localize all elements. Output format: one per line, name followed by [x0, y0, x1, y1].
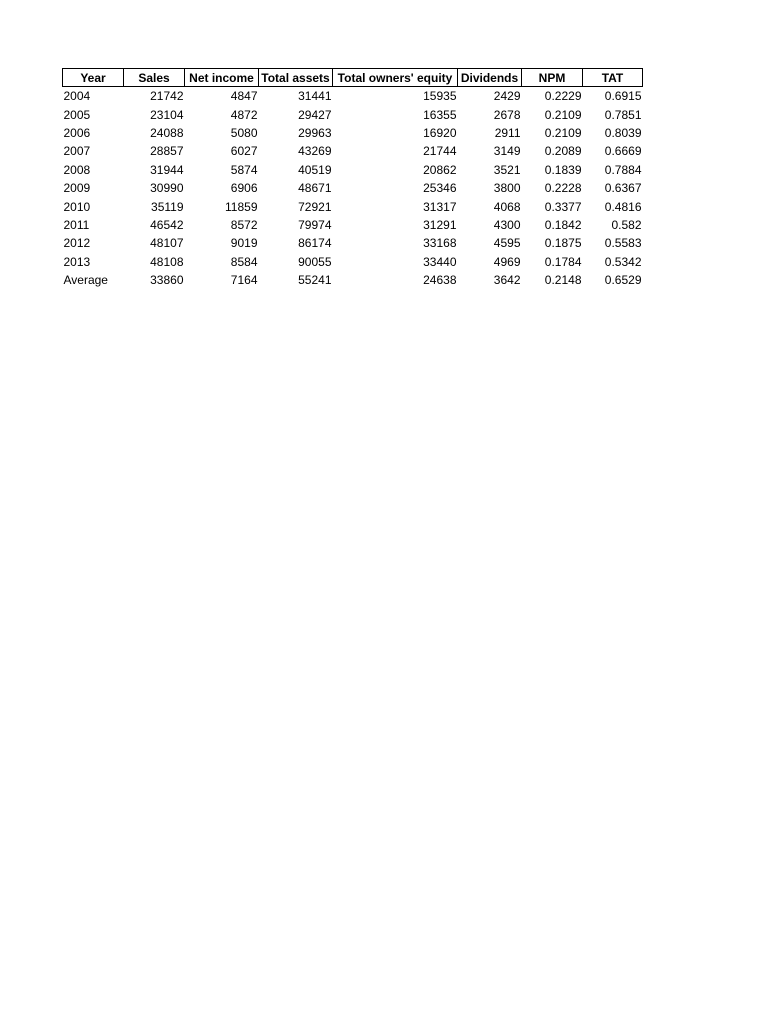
value-cell: 28857	[150, 144, 184, 159]
value-cell: 3800	[493, 181, 521, 196]
value-cell: 16355	[423, 107, 457, 122]
value-cell: 35119	[151, 199, 184, 214]
value-cell: 48107	[150, 236, 184, 251]
value-cell: 48671	[298, 181, 332, 196]
table-row	[63, 253, 643, 271]
table-row	[63, 161, 643, 179]
value-cell: 4847	[230, 89, 258, 104]
value-cell: 90055	[298, 254, 332, 269]
value-cell: 2429	[493, 89, 521, 104]
value-cell: 0.6669	[604, 144, 642, 159]
table-row	[63, 87, 643, 106]
year-cell: 2005	[63, 107, 91, 122]
table-row	[63, 234, 643, 252]
value-cell: 48108	[150, 254, 184, 269]
value-cell: 31441	[298, 89, 332, 104]
year-cell: 2007	[63, 144, 91, 159]
year-cell: 2006	[63, 125, 91, 140]
header-total-assets: Total assets	[259, 69, 333, 87]
financial-data-table	[62, 68, 643, 289]
value-cell: 0.2229	[544, 89, 582, 104]
year-cell: 2012	[63, 236, 91, 251]
value-cell: 40519	[298, 162, 332, 177]
year-cell: 2013	[63, 254, 91, 269]
value-cell: 0.5583	[604, 236, 642, 251]
value-cell: 0.582	[611, 217, 642, 232]
value-cell: 4068	[493, 199, 521, 214]
value-cell: 3149	[493, 144, 521, 159]
value-cell: 0.6367	[604, 181, 642, 196]
value-cell: 46542	[150, 217, 184, 232]
average-row	[63, 271, 643, 289]
value-cell: 3521	[493, 162, 521, 177]
value-cell: 6027	[230, 144, 258, 159]
value-cell: 20862	[423, 162, 457, 177]
value-cell: 0.4816	[604, 199, 642, 214]
value-cell: 21742	[150, 89, 184, 104]
year-cell: Average	[63, 273, 108, 288]
value-cell: 79974	[298, 217, 332, 232]
value-cell: 0.7851	[604, 107, 642, 122]
value-cell: 2911	[494, 125, 521, 140]
header-row	[63, 69, 643, 87]
value-cell: 33860	[150, 273, 184, 288]
value-cell: 0.3377	[544, 199, 582, 214]
value-cell: 33440	[423, 254, 457, 269]
value-cell: 4300	[493, 217, 521, 232]
value-cell: 0.5342	[604, 254, 642, 269]
header-sales: Sales	[124, 69, 185, 87]
value-cell: 0.8039	[604, 125, 642, 140]
table-row	[63, 216, 643, 234]
header-dividends: Dividends	[458, 69, 522, 87]
value-cell: 3642	[493, 273, 521, 288]
value-cell: 31291	[423, 217, 457, 232]
value-cell: 29427	[298, 107, 332, 122]
table-row	[63, 142, 643, 160]
table-row	[63, 197, 643, 215]
value-cell: 25346	[423, 181, 457, 196]
year-cell: 2004	[63, 89, 91, 104]
value-cell: 11859	[225, 199, 258, 214]
value-cell: 31317	[423, 199, 457, 214]
value-cell: 29963	[298, 125, 332, 140]
header-total-owners-equity: Total owners' equity	[333, 69, 458, 87]
value-cell: 8572	[230, 217, 258, 232]
header-tat: TAT	[583, 69, 643, 87]
value-cell: 4595	[493, 236, 521, 251]
value-cell: 0.1839	[544, 162, 582, 177]
value-cell: 9019	[230, 236, 258, 251]
value-cell: 0.6529	[604, 273, 642, 288]
header-net-income: Net income	[185, 69, 259, 87]
value-cell: 72921	[298, 199, 332, 214]
value-cell: 0.2109	[544, 107, 582, 122]
value-cell: 86174	[298, 236, 332, 251]
value-cell: 5080	[230, 125, 258, 140]
value-cell: 0.1842	[544, 217, 582, 232]
value-cell: 33168	[423, 236, 457, 251]
value-cell: 21744	[423, 144, 457, 159]
value-cell: 0.1875	[544, 236, 582, 251]
value-cell: 4872	[230, 107, 258, 122]
value-cell: 7164	[230, 273, 258, 288]
table-row	[63, 124, 643, 142]
table-row	[63, 179, 643, 197]
year-cell: 2009	[63, 181, 91, 196]
value-cell: 6906	[230, 181, 258, 196]
year-cell: 2008	[63, 162, 91, 177]
value-cell: 31944	[150, 162, 184, 177]
value-cell: 43269	[298, 144, 332, 159]
table-row	[63, 105, 643, 123]
value-cell: 8584	[230, 254, 258, 269]
value-cell: 0.6915	[604, 89, 642, 104]
value-cell: 23104	[150, 107, 184, 122]
year-cell: 2011	[63, 217, 90, 232]
value-cell: 0.2089	[544, 144, 582, 159]
value-cell: 30990	[150, 181, 184, 196]
value-cell: 0.7884	[604, 162, 642, 177]
table-body	[63, 87, 643, 290]
header-npm: NPM	[522, 69, 583, 87]
value-cell: 55241	[298, 273, 332, 288]
value-cell: 0.2109	[544, 125, 582, 140]
value-cell: 4969	[493, 254, 521, 269]
value-cell: 16920	[423, 125, 457, 140]
value-cell: 0.1784	[544, 254, 582, 269]
value-cell: 15935	[423, 89, 457, 104]
header-year: Year	[63, 69, 124, 87]
value-cell: 24088	[150, 125, 184, 140]
value-cell: 2678	[493, 107, 521, 122]
value-cell: 5874	[230, 162, 258, 177]
table-header	[63, 69, 643, 87]
value-cell: 0.2228	[544, 181, 582, 196]
value-cell: 0.2148	[544, 273, 582, 288]
value-cell: 24638	[423, 273, 457, 288]
year-cell: 2010	[63, 199, 91, 214]
